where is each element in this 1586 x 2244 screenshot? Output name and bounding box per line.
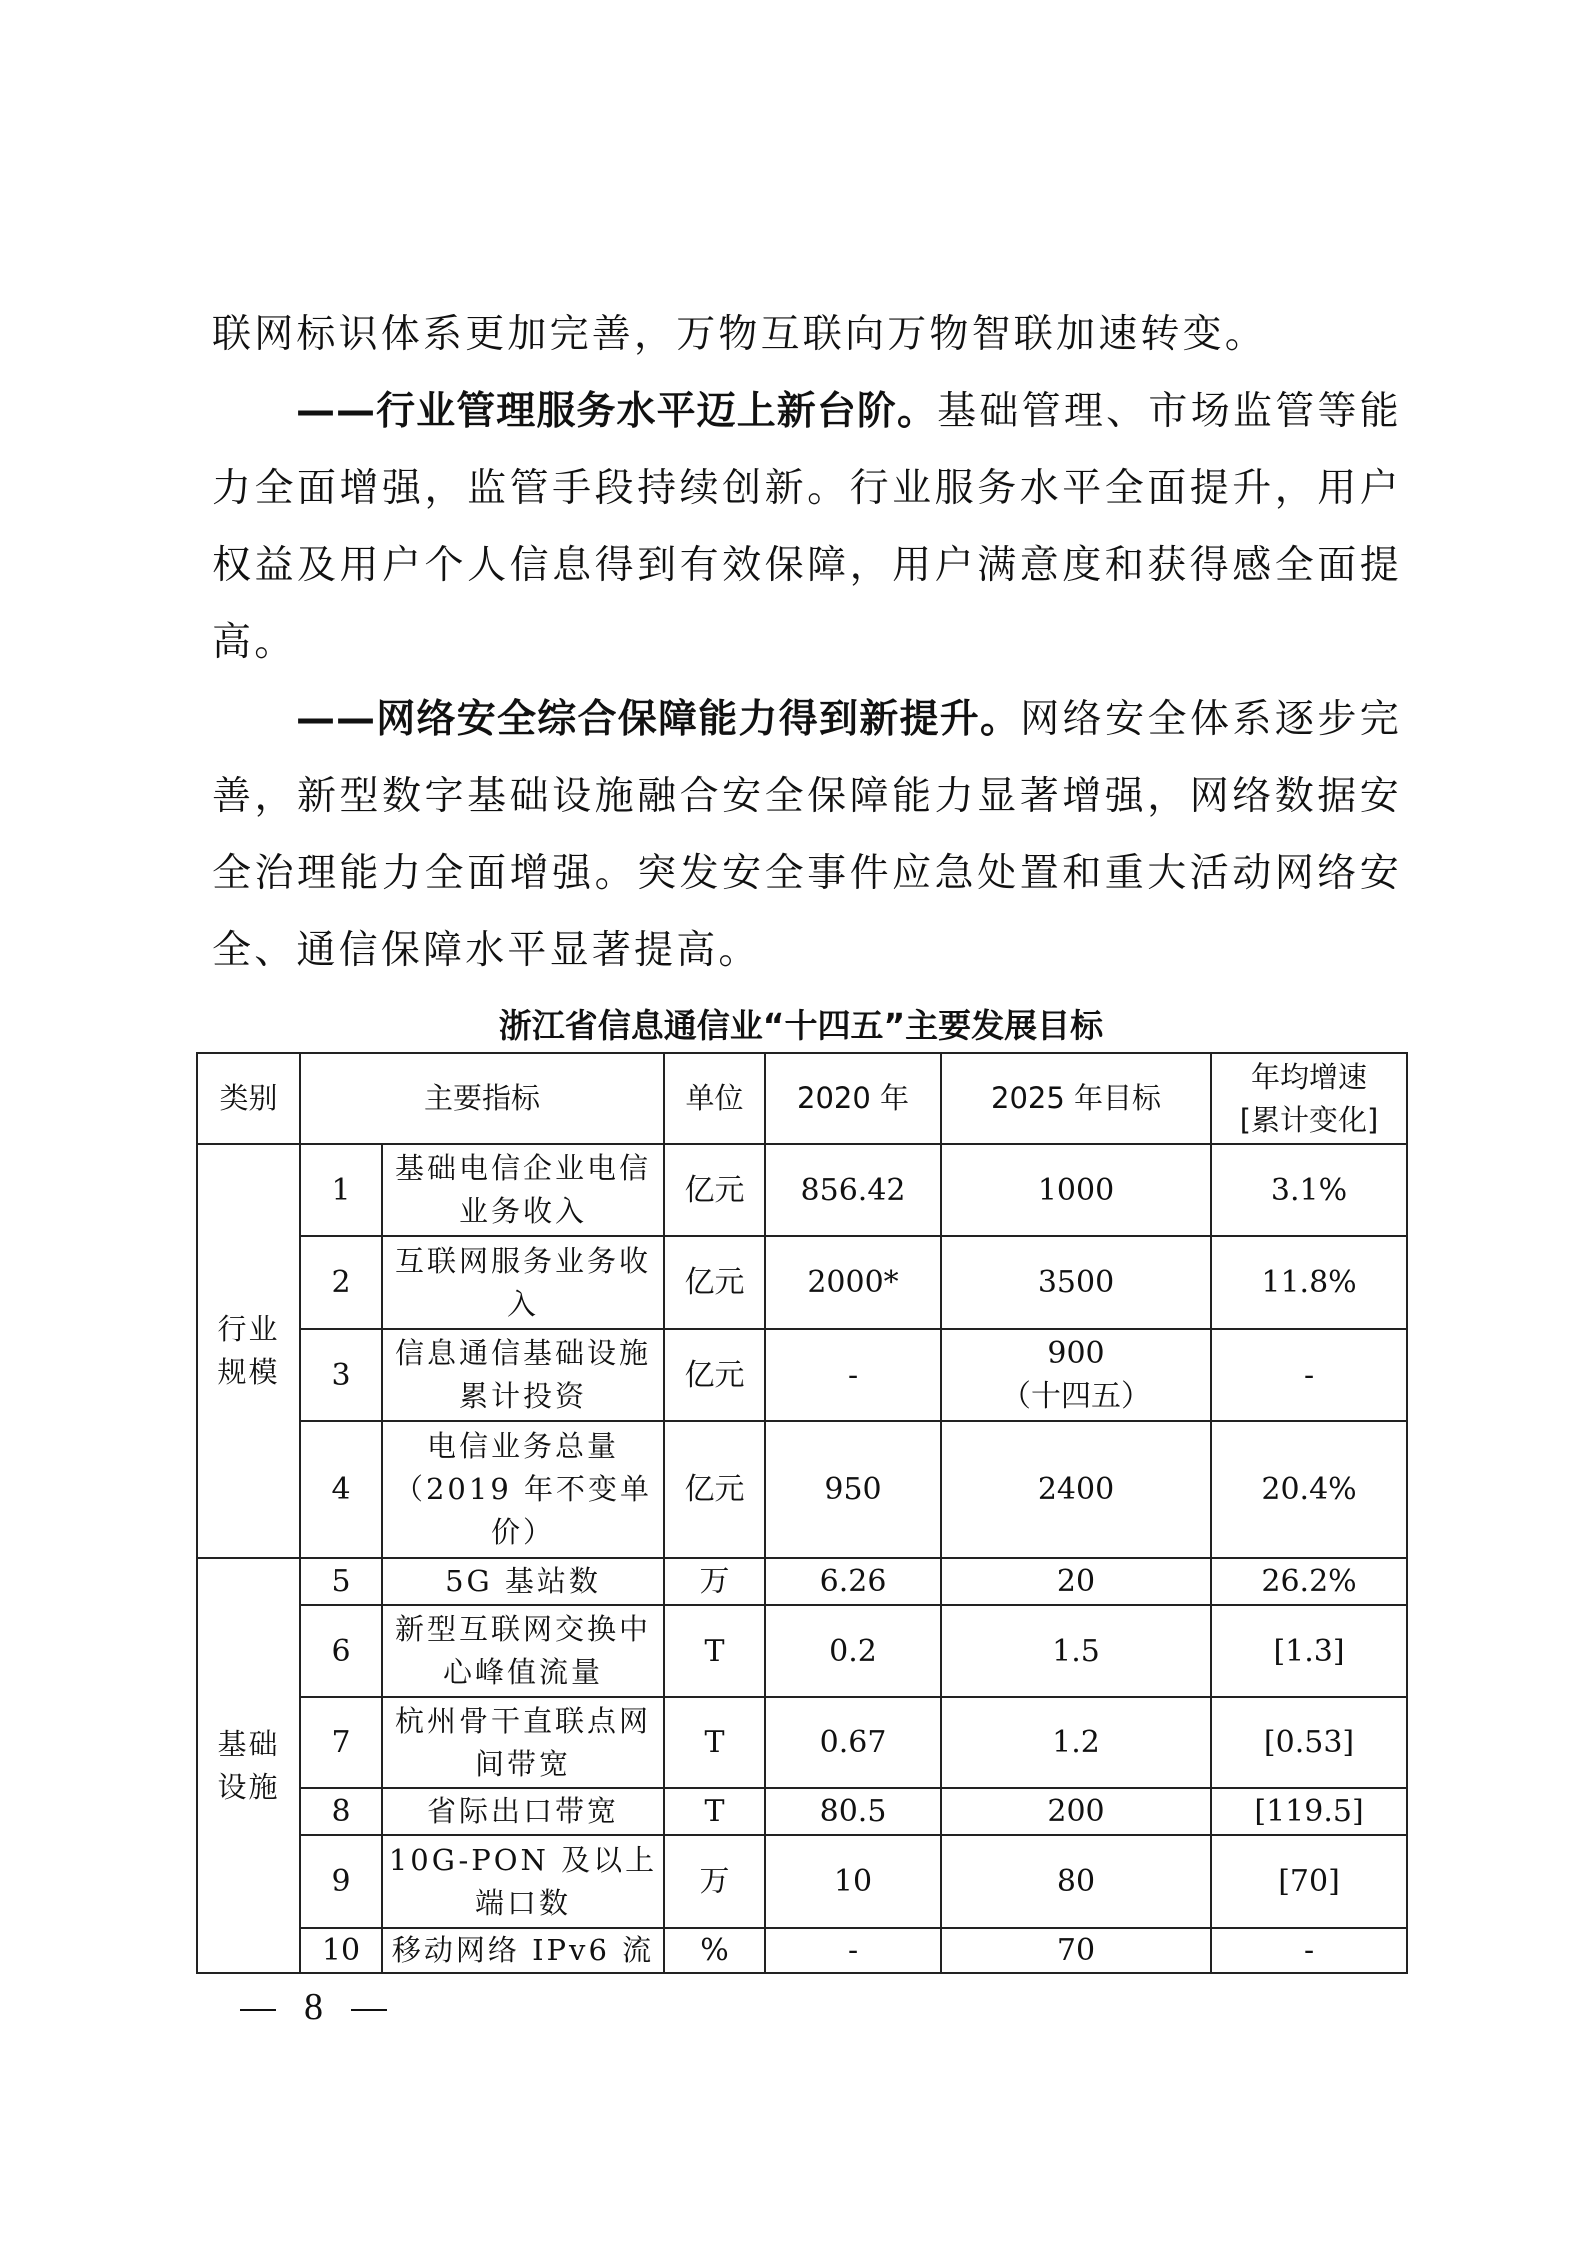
row-number: 8 bbox=[300, 1788, 382, 1835]
value-2020: 6.26 bbox=[765, 1558, 941, 1605]
value-2025: 3500 bbox=[941, 1236, 1211, 1329]
table-row bbox=[197, 1788, 1407, 1835]
unit: 亿元 bbox=[664, 1329, 765, 1421]
table-row bbox=[197, 1835, 1407, 1928]
value-2025: 70 bbox=[941, 1928, 1211, 1973]
footer-dash-left bbox=[240, 2009, 276, 2011]
value-2025-cell bbox=[941, 1329, 1211, 1421]
row-number: 5 bbox=[300, 1558, 382, 1605]
category-line1: 行业 bbox=[217, 1312, 280, 1346]
unit: 万 bbox=[664, 1835, 765, 1928]
unit: 亿元 bbox=[664, 1236, 765, 1329]
value-2025: 1000 bbox=[941, 1144, 1211, 1236]
header-category: 类别 bbox=[197, 1053, 300, 1144]
header-2025: 2025 年目标 bbox=[941, 1053, 1211, 1144]
table-caption: 浙江省信息通信业“十四五”主要发展目标 bbox=[498, 1006, 1104, 1045]
indicator-name: 杭州骨干直联点网间带宽 bbox=[382, 1697, 664, 1788]
category-line2: 设施 bbox=[217, 1769, 280, 1804]
paragraph-2 bbox=[212, 373, 1402, 681]
table-row bbox=[197, 1558, 1407, 1605]
value-2025: 80 bbox=[941, 1835, 1211, 1928]
paragraph-1 bbox=[212, 296, 1402, 373]
growth: 26.2% bbox=[1211, 1558, 1407, 1605]
table-row bbox=[197, 1236, 1407, 1329]
category-infrastructure bbox=[197, 1558, 300, 1973]
value-2020: 80.5 bbox=[765, 1788, 941, 1835]
indicator-name: 5G 基站数 bbox=[382, 1558, 664, 1605]
growth: - bbox=[1211, 1928, 1407, 1973]
value-2020: 856.42 bbox=[765, 1144, 941, 1236]
value-2020: 0.2 bbox=[765, 1605, 941, 1697]
row-number: 4 bbox=[300, 1421, 382, 1558]
header-growth-line2: [累计变化] bbox=[1239, 1102, 1379, 1137]
value-2020: 10 bbox=[765, 1835, 941, 1928]
paragraph-text: 基础管理、市场监管等能力全面增强，监管手段持续创新。行业服务水平全面提升，用户权益及用户个人信息得到有效保障，用户满意度和获得感全面提高。 bbox=[212, 389, 1402, 665]
row-number: 3 bbox=[300, 1329, 382, 1421]
indicator-name: 信息通信基础设施累计投资 bbox=[382, 1329, 664, 1421]
value-2020: 950 bbox=[765, 1421, 941, 1558]
header-growth bbox=[1211, 1053, 1407, 1144]
row-number: 2 bbox=[300, 1236, 382, 1329]
value-2025-note: （十四五） bbox=[1001, 1379, 1152, 1414]
growth: [0.53] bbox=[1211, 1697, 1407, 1788]
value-2025: 900 bbox=[1047, 1336, 1105, 1371]
growth: 11.8% bbox=[1211, 1236, 1407, 1329]
indicator-name: 移动网络 IPv6 流 bbox=[382, 1928, 664, 1973]
page-footer bbox=[212, 1985, 415, 2029]
value-2020: - bbox=[765, 1329, 941, 1421]
value-2020: 0.67 bbox=[765, 1697, 941, 1788]
paragraph-text: 联网标识体系更加完善，万物互联向万物智联加速转变。 bbox=[212, 312, 1268, 357]
growth: 20.4% bbox=[1211, 1421, 1407, 1558]
category-line2: 规模 bbox=[217, 1355, 280, 1389]
growth: - bbox=[1211, 1329, 1407, 1421]
value-2025: 1.2 bbox=[941, 1697, 1211, 1788]
row-number: 9 bbox=[300, 1835, 382, 1928]
table-row bbox=[197, 1928, 1407, 1973]
unit: 亿元 bbox=[664, 1144, 765, 1236]
table-row bbox=[197, 1421, 1407, 1558]
unit: 万 bbox=[664, 1558, 765, 1605]
unit: % bbox=[664, 1928, 765, 1973]
value-2020: 2000* bbox=[765, 1236, 941, 1329]
indicator-name: 省际出口带宽 bbox=[382, 1788, 664, 1835]
page-number: 8 bbox=[304, 1986, 323, 2028]
row-number: 1 bbox=[300, 1144, 382, 1236]
category-industry-scale bbox=[197, 1144, 300, 1558]
row-number: 7 bbox=[300, 1697, 382, 1788]
value-2020: - bbox=[765, 1928, 941, 1973]
paragraph-heading: ——行业管理服务水平迈上新台阶。 bbox=[296, 389, 938, 434]
table-header-row bbox=[197, 1053, 1407, 1144]
row-number: 10 bbox=[300, 1928, 382, 1973]
footer-dash-right bbox=[351, 2009, 387, 2011]
header-unit: 单位 bbox=[664, 1053, 765, 1144]
unit: 亿元 bbox=[664, 1421, 765, 1558]
unit: T bbox=[664, 1605, 765, 1697]
unit: T bbox=[664, 1788, 765, 1835]
table-row bbox=[197, 1697, 1407, 1788]
growth: [70] bbox=[1211, 1835, 1407, 1928]
table-row bbox=[197, 1144, 1407, 1236]
targets-table bbox=[196, 1052, 1408, 1974]
header-indicator: 主要指标 bbox=[300, 1053, 664, 1144]
table-row bbox=[197, 1605, 1407, 1697]
paragraph-3 bbox=[212, 681, 1402, 989]
value-2025: 2400 bbox=[941, 1421, 1211, 1558]
category-line1: 基础 bbox=[217, 1726, 280, 1761]
value-2025: 1.5 bbox=[941, 1605, 1211, 1697]
indicator-name: 新型互联网交换中心峰值流量 bbox=[382, 1605, 664, 1697]
indicator-name: 基础电信企业电信业务收入 bbox=[382, 1144, 664, 1236]
row-number: 6 bbox=[300, 1605, 382, 1697]
growth: 3.1% bbox=[1211, 1144, 1407, 1236]
header-growth-line1: 年均增速 bbox=[1251, 1059, 1368, 1094]
indicator-name: 10G-PON 及以上端口数 bbox=[382, 1835, 664, 1928]
value-2025: 200 bbox=[941, 1788, 1211, 1835]
indicator-name: 电信业务总量（2019 年不变单价） bbox=[382, 1421, 664, 1558]
value-2025: 20 bbox=[941, 1558, 1211, 1605]
paragraph-heading: ——网络安全综合保障能力得到新提升。 bbox=[296, 697, 1021, 742]
paragraph-text: 网络安全体系逐步完善，新型数字基础设施融合安全保障能力显著增强，网络数据安全治理能力全面增强。突发安全事件应急处置和重大活动网络安全、通信保障水平显著提高。 bbox=[212, 697, 1402, 973]
unit: T bbox=[664, 1697, 765, 1788]
indicator-name: 互联网服务业务收入 bbox=[382, 1236, 664, 1329]
growth: [1.3] bbox=[1211, 1605, 1407, 1697]
table-row bbox=[197, 1329, 1407, 1421]
growth: [119.5] bbox=[1211, 1788, 1407, 1835]
header-2020: 2020 年 bbox=[765, 1053, 941, 1144]
